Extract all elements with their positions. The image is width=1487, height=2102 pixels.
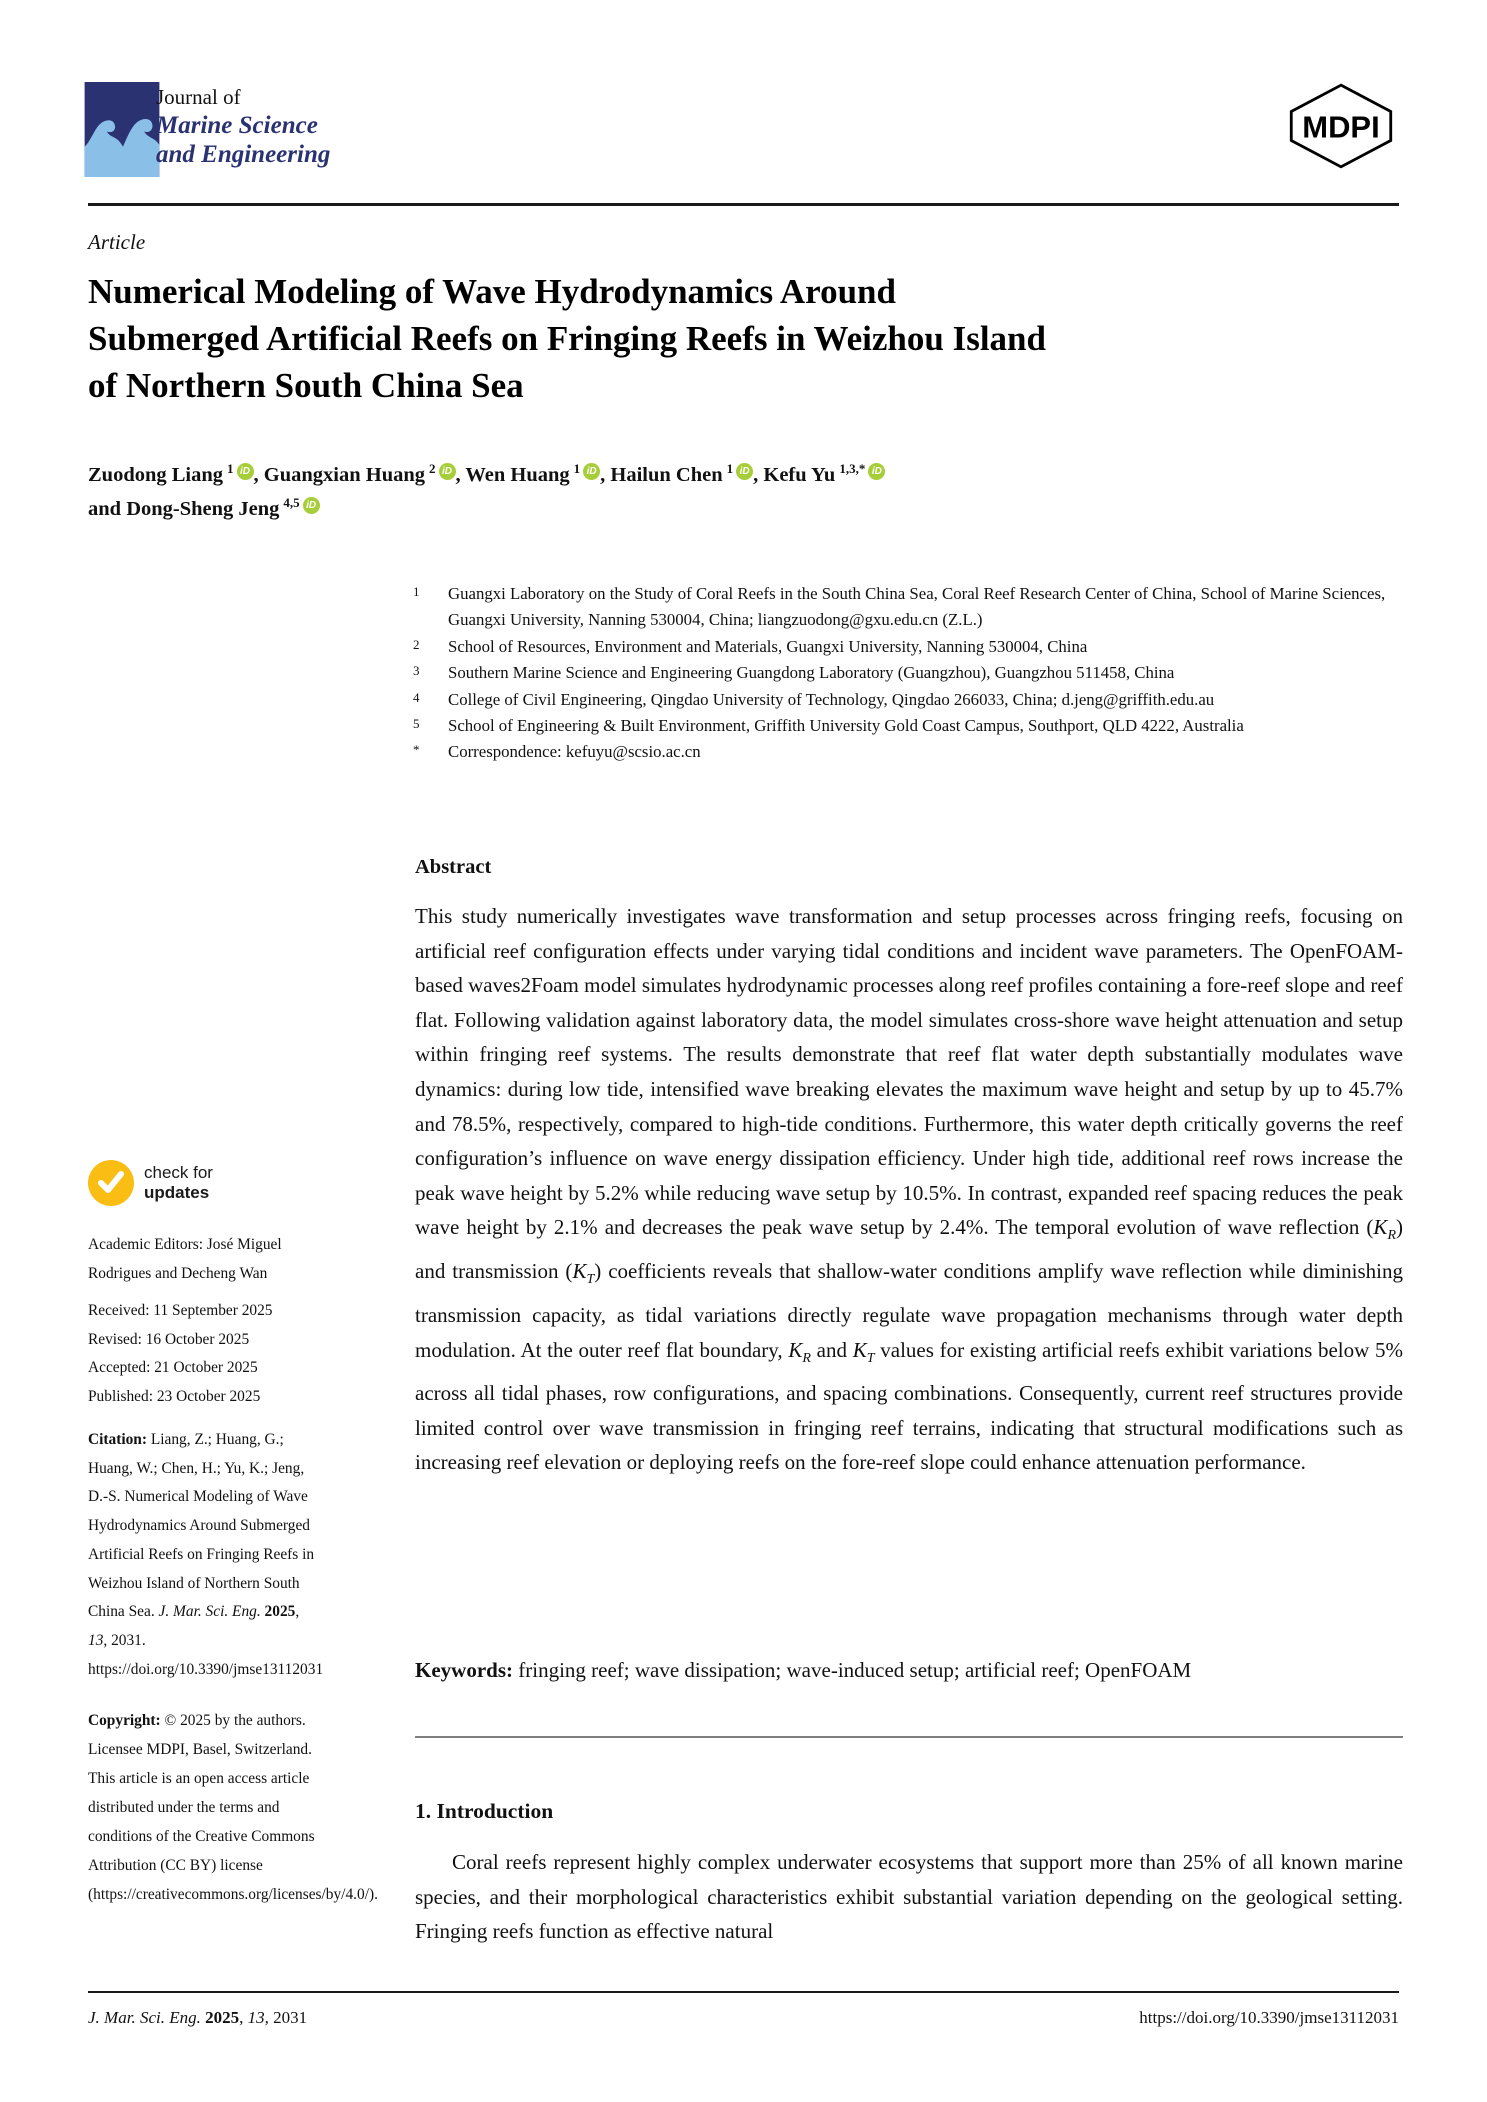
orcid-icon[interactable]: iD bbox=[303, 497, 320, 514]
check-icon bbox=[88, 1160, 134, 1206]
mdpi-logo bbox=[1280, 80, 1402, 172]
author-name: Dong-Sheng Jeng bbox=[126, 498, 280, 520]
introduction-heading: 1. Introduction bbox=[415, 1799, 554, 1823]
author-name: Kefu Yu bbox=[763, 464, 836, 486]
date-row: Received: 11 September 2025 bbox=[88, 1302, 273, 1319]
article-title-line: Numerical Modeling of Wave Hydrodynamics Around bbox=[88, 272, 896, 311]
footer-journal-reference: J. Mar. Sci. Eng. 2025, 13, 2031 bbox=[88, 2008, 308, 2027]
header-divider bbox=[88, 203, 1399, 206]
journal-name-line1: Marine Science bbox=[156, 112, 318, 139]
affiliation-text: Guangxi Laboratory on the Study of Coral Reefs in the South China Sea, Coral Reef Research Center of China, School of Marine Sciences, Guangxi University, Nanning 530004, China; liangzuodong@gxu.edu.cn (Z.L.) bbox=[448, 584, 1386, 630]
check-for-updates-badge[interactable] bbox=[88, 1160, 213, 1206]
affiliation-item bbox=[413, 634, 1408, 660]
journal-name-prefix: Journal of bbox=[156, 85, 241, 109]
check-for-updates-text: check for updates bbox=[144, 1163, 213, 1202]
orcid-icon[interactable]: iD bbox=[583, 463, 600, 480]
journal-name bbox=[156, 84, 330, 169]
affiliation-item bbox=[413, 660, 1408, 686]
affiliation-item bbox=[413, 687, 1408, 713]
mdpi-logo-text: MDPI bbox=[1302, 109, 1380, 145]
article-dates bbox=[88, 1297, 322, 1411]
author-name: Guangxian Huang bbox=[263, 464, 425, 486]
keywords-line bbox=[415, 1658, 1403, 1683]
author-affiliation-superscript: 1 bbox=[227, 461, 234, 477]
affiliation-marker: 2 bbox=[413, 636, 420, 652]
affiliations-list bbox=[413, 581, 1408, 766]
abstract-text: This study numerically investigates wave transformation and setup processes across fringing reefs, focusing on artificial reef configuration effects under varying tidal conditions and incident wave parameters. The OpenFOAM-based waves2Foam model simulates hydrodynamic processes along reef profiles containing a fore-reef slope and reef flat. Following validation against laboratory data, the model simulates cross-shore wave height attenuation and setup within fringing reef systems. The results demonstrate that reef flat water depth substantially modulates wave dynamics: during low tide, intensified wave breaking elevates the maximum wave height and setup by up to 45.7% and 78.5%, respectively, compared to high-tide conditions. Furthermore, this water depth critically governs the reef configuration’s influence on wave energy dissipation efficiency. Under high tide, additional reef rows increase the peak wave height by 5.2% while reducing wave setup by 10.5%. In contrast, expanded reef spacing reduces the peak wave height by 2.1% and decreases the peak wave setup by 2.4%. The temporal evolution of wave reflection $(K_R)$ and transmission $(K_T)$ coefficients reveals that shallow-water conditions amplify wave reflection while diminishing transmission capacity, as tidal variations directly regulate wave propagation mechanisms through water depth modulation. At the outer reef flat boundary, $K_R$ and $K_T$ values for existing artificial reefs exhibit variations below 5% across all tidal phases, row configurations, and spacing combinations. Consequently, current reef structures provide limited control over wave transmission in fringing reef terrains, indicating that structural modifications such as increasing reef elevation or deploying reefs on the fore-reef slope could enhance attenuation performance. bbox=[415, 904, 1404, 1475]
affiliation-marker: 1 bbox=[413, 584, 420, 599]
article-title-line: Submerged Artificial Reefs on Fringing Reefs in Weizhou Island bbox=[88, 319, 1046, 358]
affiliation-marker: 4 bbox=[413, 689, 420, 705]
affiliation-text: Correspondence: kefuyu@scsio.ac.cn bbox=[448, 742, 701, 762]
affiliation-text: School of Resources, Environment and Materials, Guangxi University, Nanning 530004, China bbox=[448, 636, 1088, 656]
article-title-line: of Northern South China Sea bbox=[88, 366, 524, 405]
footer-divider bbox=[88, 1991, 1399, 1993]
page-footer bbox=[88, 2008, 1399, 2028]
keywords-text: fringing reef; wave dissipation; wave-induced setup; artificial reef; OpenFOAM bbox=[513, 1658, 1192, 1682]
orcid-icon[interactable]: iD bbox=[439, 463, 456, 480]
affiliation-item bbox=[413, 739, 1408, 765]
keywords-divider bbox=[415, 1736, 1403, 1738]
author-name: Hailun Chen bbox=[610, 464, 723, 486]
affiliation-marker: 5 bbox=[413, 716, 420, 732]
affiliation-marker: 3 bbox=[413, 663, 420, 679]
author-affiliation-superscript: 1 bbox=[573, 461, 581, 477]
footer-doi-link[interactable]: https://doi.org/10.3390/jmse13112031 bbox=[1139, 2008, 1399, 2027]
author-affiliation-superscript: 1 bbox=[726, 461, 734, 477]
orcid-icon[interactable]: iD bbox=[237, 463, 254, 480]
affiliation-text: Southern Marine Science and Engineering Guangdong Laboratory (Guangzhou), Guangzhou 511458, China bbox=[448, 663, 1175, 683]
affiliation-item bbox=[413, 713, 1408, 739]
author-affiliation-superscript: 4,5 bbox=[283, 495, 300, 511]
author-name: Wen Huang bbox=[465, 464, 570, 486]
author-list: Zuodong Liang $^1$ iD , Guangxian Huang $^2$ iD , Wen Huang $^1$ iD , Hailun Chen $^1$ iD , Kefu Yu $^{1,3,*}$ iD and Dong-Sheng Jeng $^{4,5}$ iD bbox=[88, 458, 1078, 526]
date-row: Accepted: 21 October 2025 bbox=[88, 1359, 258, 1377]
author-name: Zuodong Liang bbox=[88, 464, 224, 486]
date-row: Published: 23 October 2025 bbox=[88, 1387, 261, 1405]
academic-editors: Academic Editors: José Miguel Rodrigues and Decheng Wan bbox=[88, 1236, 282, 1282]
date-row: Revised: 16 October 2025 bbox=[88, 1330, 250, 1348]
author-affiliation-superscript: 1,3,* bbox=[839, 461, 866, 477]
copyright-block: Copyright: © 2025 by the authors. Licensee MDPI, Basel, Switzerland. This article is an open access article distributed under the terms and conditions of the Creative Commons Attribution (CC BY) license (https://creativecommons.org/licenses/by/4.0/). bbox=[88, 1712, 378, 1903]
citation-block: Citation: Liang, Z.; Huang, G.; Huang, W.; Chen, H.; Yu, K.; Jeng, D.-S. Numerical Modeling of Wave Hydrodynamics Around Submerged Artificial Reefs on Fringing Reefs in Weizhou Island of Northern South China Sea. J. Mar. Sci. Eng. 2025, 13, 2031. https://doi.org/10.3390/jmse13112031 bbox=[88, 1431, 324, 1678]
introduction-paragraph: Coral reefs represent highly complex underwater ecosystems that support more than 25% of all known marine species, and their morphological characteristics exhibit substantial variation depending on the geological setting. Fringing reefs function as effective natural bbox=[415, 1850, 1403, 1944]
affiliation-item bbox=[413, 581, 1408, 634]
affiliation-text: College of Civil Engineering, Qingdao University of Technology, Qingdao 266033, China; d.jeng@griffith.edu.au bbox=[448, 689, 1215, 709]
keywords-label: Keywords: bbox=[415, 1658, 513, 1682]
article-title bbox=[88, 268, 1308, 409]
article-type-label: Article bbox=[88, 230, 146, 254]
journal-name-line2: and Engineering bbox=[156, 141, 331, 168]
affiliation-marker: * bbox=[413, 742, 420, 758]
author-affiliation-superscript: 2 bbox=[429, 461, 436, 477]
orcid-icon[interactable]: iD bbox=[736, 463, 753, 480]
journal-wave-logo bbox=[84, 82, 160, 177]
affiliation-text: School of Engineering & Built Environment, Griffith University Gold Coast Campus, Southport, QLD 4222, Australia bbox=[448, 716, 1244, 736]
abstract-heading: Abstract bbox=[415, 856, 492, 878]
orcid-icon[interactable]: iD bbox=[868, 463, 885, 480]
